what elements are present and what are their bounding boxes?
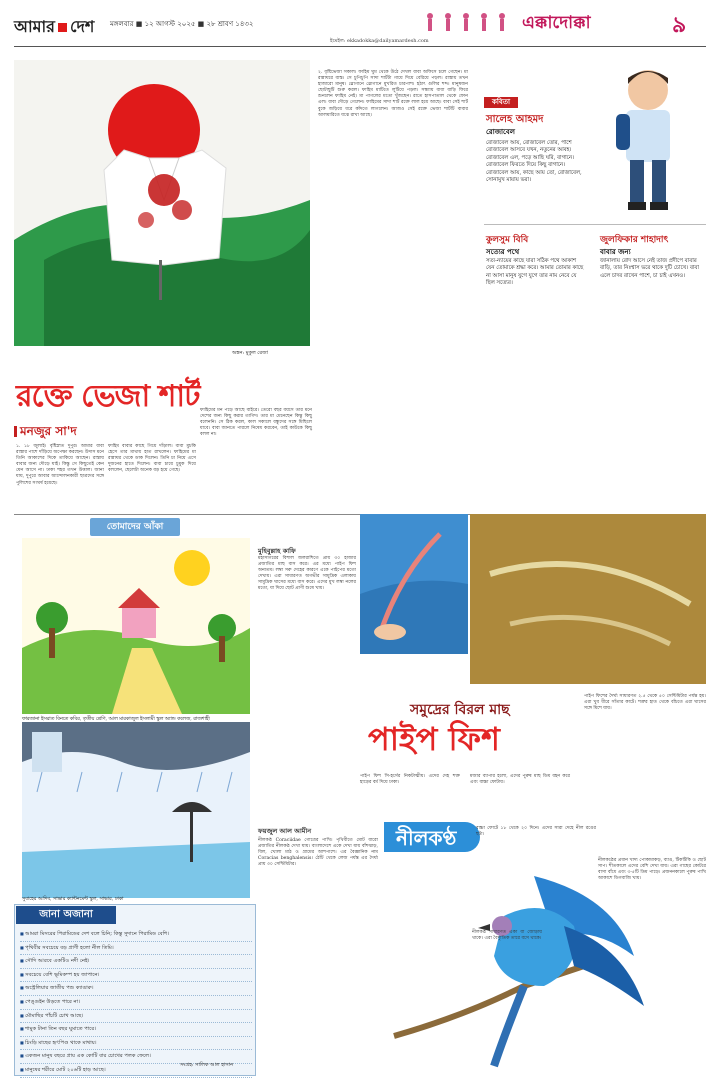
story-column-4: ২. বৃষ্টিভেজা সকাল। ফাহিম ঘুম থেকে উঠে দেখল বাবা অফিসে চলে গেছেন। মা রান্নাঘরে ব্যস্ত। সে চুপিচুপি সাদা শার্টটা গায়ে দিয়ে বেরিয়ে পড়ল। রাস্তায় তখন হাজারো মানুষ। স্লোগানে স্লোগানে মুখরিত চারপাশ। হঠাৎ গুলির শব্দ। মানুষজন ছোটাছুটি শুরু করল। ফাহিম মাটিতে লুটিয়ে পড়ল। সন্ধ্যায় বাবা বাড়ি ফিরে শুনলেন ফাহিম নেই। মা পাগলের মতো খুঁজছেন। রাতে হাসপাতাল থেকে ফোন এল। বাবা দৌড়ে গেলেন। ফাহিমের সাদা শার্ট রক্তে লাল হয়ে আছে। বাবা সেই শার্ট বুকে জড়িয়ে ধরে কাঁদতে লাগলেন। আজও সেই রক্তে ভেজা শার্টটি বাবার আলমারিতে যত্নে রাখা আছে। — [318, 70, 468, 118]
fish-column-4: পাইপ ফিশের দৈর্ঘ্য সাধারণত ২.৫ থেকে ৫০ সেন্টিমিটার পর্যন্ত হয়। এরা খুব ধীরে সাঁতার কাটে। শত্রুর হাত থেকে বাঁচতে এরা ঘাসের সঙ্গে মিশে যায়। — [584, 694, 706, 712]
brand-right: দেশ — [70, 17, 95, 36]
poet-name-2: কুলসুম বিবি — [486, 235, 529, 245]
story-column-2: ফাহিম বাবার কাছে গিয়ে দাঁড়াল। বাবা মুচকি হেসে তার মাথায় হাত রাখলেন। ফাহিমের মা রান্নাঘর থেকে ডাক দিলেন। তিনি চা নিয়ে এসে দুজনের হাতে দিলেন। বাবা চায়ে চুমুক দিয়ে বললেন, ছেলেটা অনেক বড় হয়ে গেছে। — [108, 444, 196, 474]
bird-author: ফয়জুল আল আমীন — [258, 827, 312, 835]
bird-column-2: নীলকণ্ঠ সাধারণত একা বা জোড়ায় থাকে। এরা বৈদ্যুতিক তারে বসে থাকে। — [472, 930, 542, 942]
list-item: ■ অস্ট্রেলিয়ার জাতীয় পশু ক্যাঙারু। — [20, 982, 252, 996]
art-credit: অঙ্কন: মুকুল রেজা — [232, 350, 269, 356]
poem-title-3: বাবার জন্য — [600, 247, 631, 256]
fish-column-3: মজার ব্যাপার হলো, এদের পুরুষ মাছ ডিম বহন করে এবং বাচ্চা ফোটায়। — [470, 774, 570, 786]
list-item: ■ একজন মানুষ বছরে প্রায় এক কোটি বার চোখের পলক ফেলে। — [20, 1050, 252, 1064]
story-column-3: ফাহিমের মন পড়ে আছে বাইরে। তেরো বছর বয়সে তার মনে দেশের জন্য কিছু করার তাগিদ। তার মা মেনেছেন কিন্তু কিছু বলেননি। সে ঠিক করল, কাল সকালে বন্ধুদের সঙ্গে মিছিলে যাবে। বাবা জানতে পারলে নিষেধ করবেন, তাই কাউকে কিছু বলল না। — [200, 408, 312, 438]
fish-headline: পাইপ ফিশ — [368, 720, 500, 758]
story-headline: রক্তে ভেজা শার্ট — [16, 379, 200, 414]
poems-divider — [484, 224, 706, 225]
story-column-1: ১. ১৮ জুলাই। বৃষ্টিস্নাত দুপুর। আমার বাবা রাস্তার পাশে দাঁড়িয়ে অপেক্ষা করছেন। উদাস মনে তিনি আকাশের দিকে তাকিয়ে আছেন। রাস্তায় বাবার জন্য দৌড়ে যাই। কিন্তু সে কিছুতেই কেন যেন আসে না। ঢাকা শহর তখন উত্তাল। জানা যায়, দুপুরে আবার আন্দোলনকারী ছাত্রদের সঙ্গে পুলিশের সংঘর্ষ হয়েছে। — [16, 444, 104, 486]
bird-column-4: বাচ্চা ফোটে ১৮ থেকে ২০ দিনে। এদের সারা দেহে নীল রঙের ছটা। — [476, 826, 596, 838]
newspaper-brand — [14, 14, 94, 41]
list-item: ■ সৌদি আরবে একটিও নদী নেই। — [20, 955, 252, 969]
list-item: ■ মৌমাছির পাঁচটি চোখ আছে। — [20, 1010, 252, 1024]
header-divider — [14, 46, 706, 47]
pipefish-hand-photo — [360, 514, 468, 654]
fish-author: মুহিবুল্লাহ কাফি — [258, 547, 296, 555]
painting-caption-1: ফারজানা ইসরাত বিনতে কবির, তৃতীয় শ্রেণি, আল মারকাজুল ইসলামী স্কুল অ্যান্ড কলেজ, রাজশাহী — [22, 717, 210, 722]
author-accent — [14, 426, 17, 437]
facts-list — [20, 928, 252, 1078]
poet-name-1: সালেহ আহমদ — [486, 114, 544, 125]
poem-title-2: সত্যের পথে — [486, 247, 520, 256]
poem-title-1: রোজাবেল — [486, 127, 515, 136]
schoolboy-illustration — [590, 60, 706, 216]
list-item: ■ চিংড়ি মাছের হৃৎপিণ্ড থাকে মাথায়। — [20, 1037, 252, 1051]
list-item: ■ পেঙ্গুইন উড়তে পারে না। — [20, 996, 252, 1010]
list-item: ■ আমরা মিসরের পিরামিডের দেশ বলে চিনি; কিন্তু সুদানে পিরামিড বেশি। — [20, 928, 252, 942]
dancing-kids-icon — [420, 10, 520, 44]
bird-column-1: নীলকণ্ঠ Coraciidae গোত্রের পাখি। পৃথিবীতে মোট বারো প্রজাতির নীলকণ্ঠ দেখা যায়। বাংলাদেশে একে দেখা যায় বাঁশঝাড়, বিল, খোলা মাঠ ও গ্রামের আশপাশে। এর বৈজ্ঞানিক নাম Coracias benghalensis। ঠোঁট থেকে লেজ পর্যন্ত এর দৈর্ঘ্য প্রায় ৩০ সেন্টিমিটার। — [258, 838, 378, 868]
painting-section-tab: তোমাদের আঁকা — [90, 518, 180, 536]
poems-tag: কবিতা — [484, 97, 518, 108]
list-item: ■ শামুক টানা তিন বছর ঘুমাতে পারে। — [20, 1023, 252, 1037]
pipefish-underwater-photo — [470, 514, 706, 684]
section-email: ইমেইল: ekkadokka@dailyamardesh.com — [330, 38, 429, 44]
painting-caption-2: সুবাহের আদিব, সাভার ক্যান্টনমেন্ট স্কুল, সাভার, ঢাকা — [22, 897, 124, 902]
child-painting-2 — [22, 722, 250, 898]
brand-left: আমার — [14, 17, 55, 36]
poem-text-3: জানালায় রোদ আসে নেই তাজ প্রদীপে বাবার বাড়ি, তার নিঃশ্বাস ভরে থাকে দুটি চোখে। বাবা এলে চাদর রাখেন পাশে, চা চাই এখনও। — [600, 258, 699, 279]
bird-column-3: নীলকণ্ঠের প্রধান খাদ্য পোকামাকড়, ব্যাঙ, টিকটিকি ও ছোট সাপ। শীতকালে এদের বেশি দেখা যায়। এরা গাছের কোটরে বাসা বাঁধে এবং ৩-৫টি ডিম পাড়ে। প্রজননকালে পুরুষ পাখি আকাশে ডিগবাজি খায়। — [598, 858, 706, 882]
story-author: মনজুর সা'দ — [20, 424, 77, 438]
list-item: ■ পৃথিবীর সবচেয়ে বড় প্রাণী হলো নীল তিমি। — [20, 942, 252, 956]
bird-title: নীলকণ্ঠ — [396, 826, 457, 850]
fish-column-2: পাইপ ফিশ সি-হর্সের নিকটাত্মীয়। এদের দেহ শক্ত হাড়ের বর্ম দিয়ে ঢাকা। — [360, 774, 460, 786]
fish-column-1: মহাসাগরের বিশাল জলরাশিতে প্রায় ৩০ হাজার প্রজাতির মাছ বাস করে। এর মধ্যে পাইপ ফিশ অন্যতম। লম্বা সরু দেহের কারণে একে পাইপের মতো দেখায়। এরা সাধারণত অগভীর সামুদ্রিক এলাকায় সামুদ্রিক ঘাসের মধ্যে বাস করে। এদের মুখ লম্বা নলের মতো, যা দিয়ে ছোট প্রাণী শুষে খায়। — [258, 556, 356, 592]
facts-title: জানা অজানা — [16, 906, 116, 924]
bloody-shirt-illustration — [14, 60, 310, 346]
page-number: ৯ — [672, 13, 687, 38]
poem-text-2: সত্য-ন্যায়ের কাছে যারা সঠিক পথে আকাশ যেন তোমাকে শ্রদ্ধা করে। আমার তোমার কাছে না আসা মানুষ যুগে যুগে তার নাম নেবে যে ছিল সত্যের। — [486, 258, 584, 287]
child-painting-1 — [22, 538, 250, 714]
fish-subheadline: সমুদ্রের বিরল মাছ — [410, 702, 510, 718]
facts-compiler: সংগ্রহ: সালিক আল হাসান — [180, 1062, 234, 1068]
poem-text-1: রোজাবেল আয়, রোজাবেল তোর, পাশে রোজাবেল আসবে যখন, নতুনের আবহ। রোজাবেল এল, পড়ে আছি ঘরি, বাগানে। রোজাবেল ফিরতে দিয়ে কিছু বাগানে। রোজাবেল আয়, কাছে আয় তো, রোজাবেল, সোনামুখ মায়ায় ভরা। — [486, 140, 582, 184]
issue-date: মঙ্গলবার ■ ১২ আগস্ট ২০২৫ ■ ২৮ শ্রাবণ ১৪৩২ — [110, 20, 254, 28]
brand-square-icon — [58, 23, 67, 32]
section-title: এক্কাদোক্কা — [522, 13, 591, 33]
list-item: ■ সবচেয়ে বেশি ভূমিকম্প হয় জাপানে। — [20, 969, 252, 983]
list-item: ■ মানুষের শরীরে মোট ২০৬টি হাড় আছে। — [20, 1064, 252, 1078]
poet-name-3: জুলফিকার শাহাদাৎ — [600, 235, 669, 245]
